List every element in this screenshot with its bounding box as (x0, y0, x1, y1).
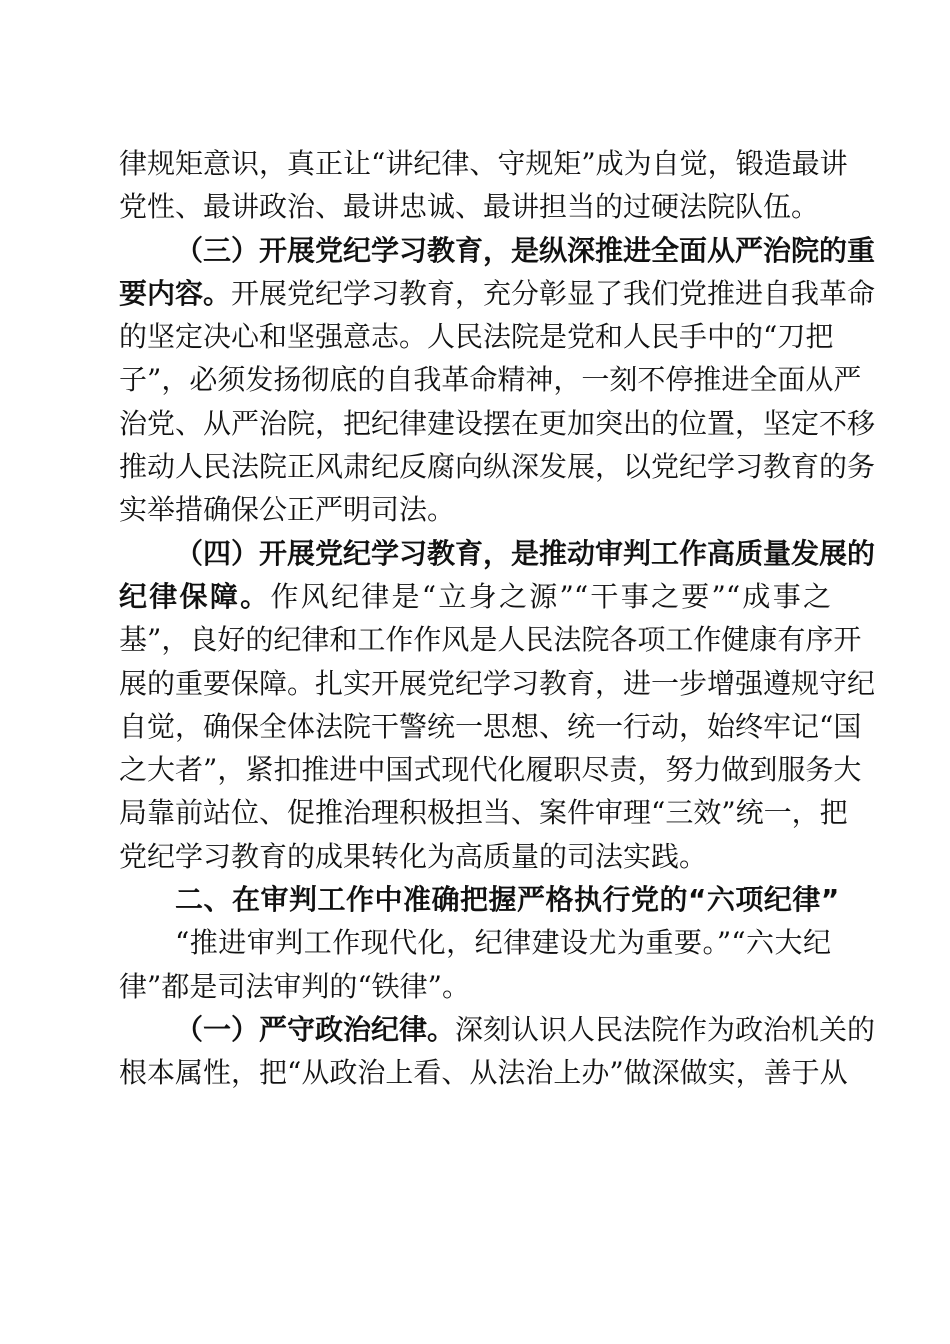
text-line (119, 1051, 848, 1094)
line-text: 作风纪律是“立身之源”“干事之要”“成事之 (270, 579, 831, 613)
line-text: 开展党纪学习教育，充分彰显了我们党推进自我革命 (231, 276, 876, 310)
text-line (119, 272, 876, 315)
text-line (119, 662, 876, 705)
line-text: 基”，良好的纪律和工作作风是人民法院各项工作健康有序开 (119, 623, 862, 657)
text-line (119, 791, 848, 834)
bold-lead: 要内容。 (119, 276, 232, 310)
text-line (119, 618, 862, 661)
section-four-heading-line (119, 532, 876, 575)
text-line (119, 142, 848, 185)
line-text: 局靠前站位、促推治理积极担当、案件审理“三效”统一，把 (119, 796, 848, 830)
line-text: 根本属性，把“从政治上看、从法治上办”做深做实，善于从 (119, 1056, 848, 1090)
heading-text: 二、在审判工作中准确把握严格执行党的“六项纪律” (175, 883, 840, 917)
text-line (119, 358, 862, 401)
section-two-heading (119, 878, 840, 921)
text-line (119, 185, 831, 228)
line-text: 自觉，确保全体法院干警统一思想、统一行动，始终牢记“国 (119, 709, 862, 743)
line-text: 实举措确保公正严明司法。 (119, 493, 456, 527)
line-text: 党纪学习教育的成果转化为高质量的司法实践。 (119, 839, 708, 873)
text-line (119, 921, 831, 964)
text-line (119, 575, 831, 618)
document-body (119, 142, 876, 1095)
text-line (119, 748, 862, 791)
bold-lead: （四）开展党纪学习教育，是推动审判工作高质量发展的 (175, 536, 876, 570)
text-line (119, 315, 834, 358)
line-text: 深刻认识人民法院作为政治机关的 (455, 1012, 876, 1046)
line-text: 展的重要保障。扎实开展党纪学习教育，进一步增强遵规守纪 (119, 666, 876, 700)
line-text: 律”都是司法审判的“铁律”。 (119, 969, 470, 1003)
line-text: 党性、最讲政治、最讲忠诚、最讲担当的过硬法院队伍。 (119, 190, 820, 224)
bold-lead: 纪律保障。 (119, 579, 271, 613)
text-line (119, 835, 831, 878)
line-text: 的坚定决心和坚强意志。人民法院是党和人民手中的“刀把 (119, 320, 834, 354)
line-text: 推动人民法院正风肃纪反腐向纵深发展，以党纪学习教育的务 (119, 450, 876, 484)
text-line (119, 705, 862, 748)
line-text: 之大者”，紧扣推进中国式现代化履职尽责，努力做到服务大 (119, 753, 862, 787)
bold-lead: （三）开展党纪学习教育，是纵深推进全面从严治院的重 (175, 233, 876, 267)
bold-lead: （一）严守政治纪律。 (175, 1012, 456, 1046)
text-line (119, 402, 876, 445)
line-text: 律规矩意识，真正让“讲纪律、守规矩”成为自觉，锻造最讲 (119, 147, 848, 180)
line-text: 治党、从严治院，把纪律建设摆在更加突出的位置，坚定不移 (119, 406, 876, 440)
line-text: 子”，必须发扬彻底的自我革命精神，一刻不停推进全面从严 (119, 363, 862, 397)
section-three-heading-line (119, 229, 876, 272)
text-line (119, 488, 831, 531)
text-line (119, 965, 831, 1008)
line-text: “推进审判工作现代化，纪律建设尤为重要。”“六大纪 (175, 926, 831, 960)
text-line (119, 445, 876, 488)
subsection-one-line (119, 1008, 876, 1051)
